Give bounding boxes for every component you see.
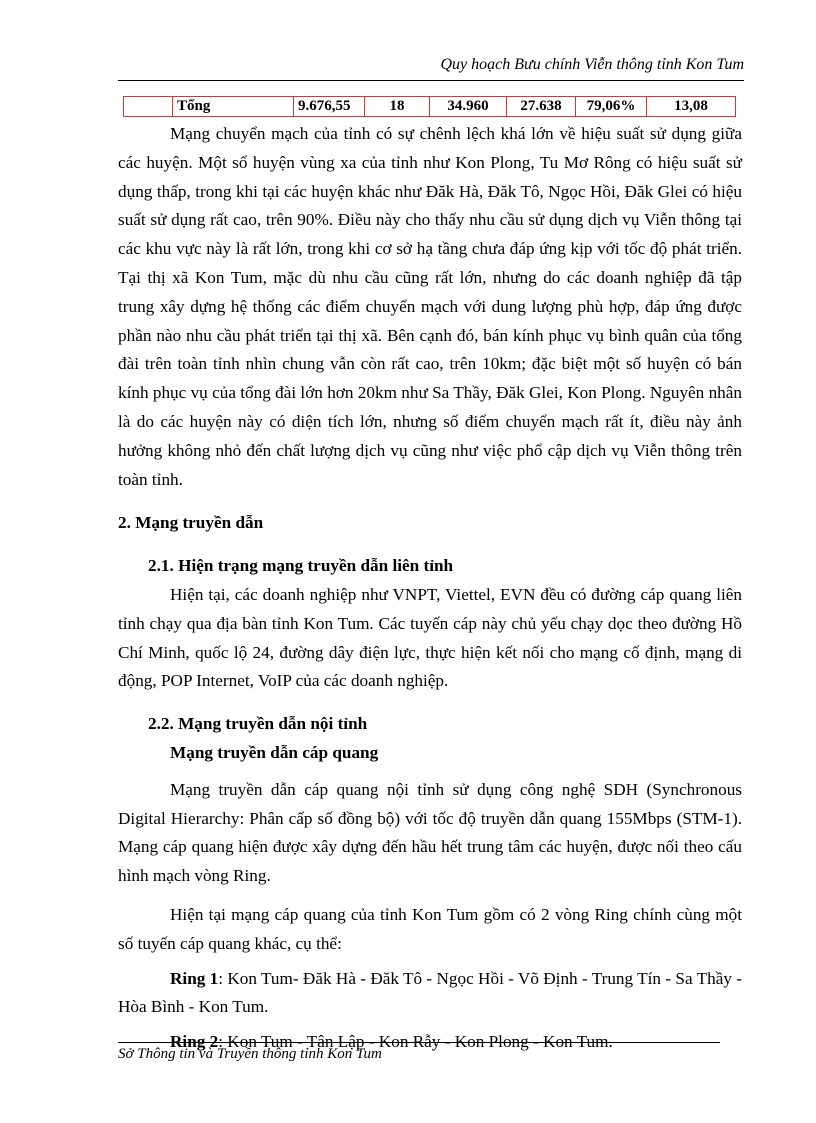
running-footer: Sở Thông tin và Truyền thông tỉnh Kon Tum [118, 1046, 382, 1062]
summary-table [123, 96, 736, 117]
subsection-heading-interprovincial: 2.1. Hiện trạng mạng truyền dẫn liên tỉnh [148, 556, 454, 576]
table-cell-efficiency: 79,06% [576, 97, 647, 117]
table-cell-area: 9.676,55 [294, 97, 365, 117]
ring-2-route: : Kon Tum - Tân Lập - Kon Rẫy - Kon Plong - Kon Tum. [218, 1032, 613, 1052]
paragraph-ring-overview: Hiện tại mạng cáp quang của tỉnh Kon Tum gồm có 2 vòng Ring chính cùng một số tuyến cáp quang khác, cụ thể: [118, 904, 742, 953]
section-heading-transmission: 2. Mạng truyền dẫn [118, 513, 264, 533]
paragraph-switching-network: Mạng chuyển mạch của tỉnh có sự chênh lệch khá lớn về hiệu suất sử dụng giữa các huyện. Một số huyện vùng xa của tỉnh như Kon Plong, Tu Mơ Rông có hiệu suất sử dụng thấp, trong khi tại các huyện khác như Đăk Hà, Đăk Tô, Ngọc Hồi, Đăk Glei có hiệu suất sử dụng rất cao, trên 90%. Điều này cho thấy nhu cầu sử dụng dịch vụ Viễn thông tại các khu vực này là rất lớn, trong khi cơ sở hạ tầng chưa đáp ứng kịp với tốc độ phát triển. Tại thị xã Kon Tum, mặc dù nhu cầu cũng rất lớn, nhưng do các doanh nghiệp đã tập trung xây dựng hệ thống các điểm chuyển mạch với dung lượng phù hợp, đáp ứng được phần nào nhu cầu phát triển tại thị xã. Bên cạnh đó, bán kính phục vụ bình quân của tổng đài trên toàn tỉnh nhìn chung vẫn còn rất cao, trên 10km; đặc biệt một số huyện có bán kính phục vụ của tổng đài lớn hơn 20km như Sa Thầy, Đăk Glei, Kon Plong. Nguyên nhân là do các huyện này có diện tích lớn, nhưng số điểm chuyển mạch rất ít, điều này ảnh hưởng không nhỏ đến chất lượng dịch vụ cũng như việc phổ cập dịch vụ Viễn thông trên toàn tỉnh. [118, 124, 742, 489]
table-cell-radius: 13,08 [647, 97, 736, 117]
ring-1-route: : Kon Tum- Đăk Hà - Đăk Tô - Ngọc Hồi - Võ Định - Trung Tín - Sa Thầy - Hòa Bình - Kon Tum. [118, 968, 743, 1017]
subsection-heading-intraprovincial: 2.2. Mạng truyền dẫn nội tỉnh [148, 714, 368, 734]
table-cell-capacity: 34.960 [430, 97, 507, 117]
page-body [118, 120, 742, 1057]
header-rule [118, 80, 744, 81]
table-row [124, 97, 736, 117]
paragraph-fiber-sdh: Mạng truyền dẫn cáp quang nội tỉnh sử dụng công nghệ SDH (Synchronous Digital Hierarchy: Phân cấp số đồng bộ) với tốc độ truyền dẫn quang 155Mbps (STM-1). Mạng cáp quang hiện được xây dựng đến hầu hết trung tâm các huyện, được nối theo cấu hình mạch vòng Ring. [118, 779, 742, 886]
subheading-fiber-network: Mạng truyền dẫn cáp quang [170, 742, 379, 762]
ring-2-label: Ring 2 [170, 1032, 219, 1052]
running-header: Quy hoạch Bưu chính Viễn thông tỉnh Kon Tum [440, 56, 744, 73]
ring-1-label: Ring 1 [170, 968, 219, 988]
paragraph-ring-1 [118, 965, 742, 1023]
table-cell-label: Tổng [173, 97, 294, 117]
paragraph-interprovincial: Hiện tại, các doanh nghiệp như VNPT, Viettel, EVN đều có đường cáp quang liên tỉnh chạy qua địa bàn tỉnh Kon Tum. Các tuyến cáp này chủ yếu chạy dọc theo đường Hồ Chí Minh, quốc lộ 24, đường dây điện lực, thực hiện kết nối cho mạng cố định, mạng di động, POP Internet, VoIP của các doanh nghiệp. [118, 584, 742, 691]
table-cell-used: 27.638 [507, 97, 576, 117]
table-cell-empty [124, 97, 173, 117]
table-cell-count: 18 [365, 97, 430, 117]
footer-rule [118, 1042, 720, 1043]
